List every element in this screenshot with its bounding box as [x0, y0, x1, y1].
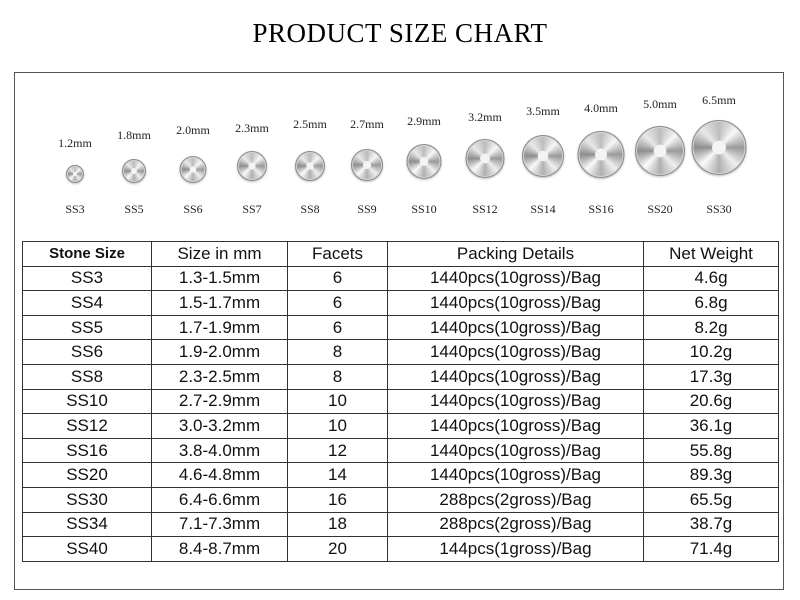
- cell-facets: 8: [288, 364, 388, 389]
- stone-mm-label: 2.9mm: [407, 114, 441, 128]
- header-packing: Packing Details: [388, 242, 644, 267]
- cell-stone-size: SS6: [23, 340, 152, 365]
- cell-stone-size: SS3: [23, 266, 152, 291]
- stone-ss-label: SS14: [530, 202, 556, 216]
- cell-net-weight: 89.3g: [644, 463, 779, 488]
- rhinestone-icon: [66, 165, 84, 183]
- cell-net-weight: 55.8g: [644, 438, 779, 463]
- cell-net-weight: 8.2g: [644, 315, 779, 340]
- stone-ss-label: SS12: [472, 202, 498, 216]
- rhinestone-icon: [522, 135, 564, 177]
- stone-ss-label: SS16: [588, 202, 614, 216]
- cell-facets: 14: [288, 463, 388, 488]
- cell-packing: 288pcs(2gross)/Bag: [388, 487, 644, 512]
- stone-ss-label: SS5: [124, 202, 144, 216]
- table-row: [23, 438, 779, 463]
- stone-ss-label: SS10: [411, 202, 437, 216]
- table-row: [23, 537, 779, 562]
- rhinestone-icon: [122, 159, 146, 183]
- rhinestone-icon: [237, 151, 267, 181]
- stone-ss-label: SS9: [357, 202, 377, 216]
- table-row: [23, 291, 779, 316]
- stone-mm-label: 2.3mm: [235, 121, 269, 135]
- cell-packing: 1440pcs(10gross)/Bag: [388, 414, 644, 439]
- cell-stone-size: SS16: [23, 438, 152, 463]
- cell-net-weight: 4.6g: [644, 266, 779, 291]
- cell-stone-size: SS30: [23, 487, 152, 512]
- cell-packing: 1440pcs(10gross)/Bag: [388, 438, 644, 463]
- cell-packing: 1440pcs(10gross)/Bag: [388, 315, 644, 340]
- table-row: [23, 389, 779, 414]
- table-row: [23, 340, 779, 365]
- cell-size-mm: 3.0-3.2mm: [152, 414, 288, 439]
- cell-stone-size: SS40: [23, 537, 152, 562]
- rhinestone-icon: [466, 139, 505, 178]
- table-row: [23, 414, 779, 439]
- cell-packing: 1440pcs(10gross)/Bag: [388, 364, 644, 389]
- cell-net-weight: 6.8g: [644, 291, 779, 316]
- stone-mm-label: 2.7mm: [350, 117, 384, 131]
- cell-size-mm: 1.5-1.7mm: [152, 291, 288, 316]
- cell-packing: 1440pcs(10gross)/Bag: [388, 389, 644, 414]
- cell-packing: 1440pcs(10gross)/Bag: [388, 463, 644, 488]
- cell-packing: 1440pcs(10gross)/Bag: [388, 291, 644, 316]
- cell-facets: 16: [288, 487, 388, 512]
- cell-size-mm: 1.9-2.0mm: [152, 340, 288, 365]
- cell-size-mm: 8.4-8.7mm: [152, 537, 288, 562]
- cell-facets: 6: [288, 315, 388, 340]
- cell-packing: 1440pcs(10gross)/Bag: [388, 266, 644, 291]
- header-stone-size: Stone Size: [23, 242, 152, 267]
- stone-size-illustration: [0, 0, 800, 230]
- rhinestone-icon: [407, 144, 442, 179]
- cell-stone-size: SS5: [23, 315, 152, 340]
- cell-packing: 1440pcs(10gross)/Bag: [388, 340, 644, 365]
- cell-stone-size: SS34: [23, 512, 152, 537]
- table-row: [23, 487, 779, 512]
- table-row: [23, 364, 779, 389]
- stone-mm-label: 3.2mm: [468, 110, 502, 124]
- stone-ss-label: SS3: [65, 202, 85, 216]
- cell-net-weight: 38.7g: [644, 512, 779, 537]
- table-row: [23, 315, 779, 340]
- stone-mm-label: 1.2mm: [58, 136, 92, 150]
- cell-facets: 10: [288, 414, 388, 439]
- cell-size-mm: 4.6-4.8mm: [152, 463, 288, 488]
- rhinestone-icon: [578, 131, 625, 178]
- cell-stone-size: SS4: [23, 291, 152, 316]
- cell-facets: 6: [288, 291, 388, 316]
- cell-size-mm: 2.3-2.5mm: [152, 364, 288, 389]
- cell-stone-size: SS10: [23, 389, 152, 414]
- stone-ss-label: SS6: [183, 202, 203, 216]
- stone-mm-label: 1.8mm: [117, 128, 151, 142]
- cell-facets: 20: [288, 537, 388, 562]
- cell-size-mm: 3.8-4.0mm: [152, 438, 288, 463]
- table-row: [23, 266, 779, 291]
- rhinestone-icon: [180, 156, 207, 183]
- cell-size-mm: 1.3-1.5mm: [152, 266, 288, 291]
- stone-mm-label: 5.0mm: [643, 97, 677, 111]
- cell-facets: 8: [288, 340, 388, 365]
- stone-ss-label: SS8: [300, 202, 320, 216]
- cell-stone-size: SS12: [23, 414, 152, 439]
- rhinestone-icon: [692, 120, 747, 175]
- header-facets: Facets: [288, 242, 388, 267]
- cell-facets: 10: [288, 389, 388, 414]
- cell-net-weight: 65.5g: [644, 487, 779, 512]
- cell-net-weight: 20.6g: [644, 389, 779, 414]
- cell-net-weight: 36.1g: [644, 414, 779, 439]
- rhinestone-icon: [295, 151, 325, 181]
- stone-mm-label: 4.0mm: [584, 101, 618, 115]
- cell-packing: 288pcs(2gross)/Bag: [388, 512, 644, 537]
- header-size-mm: Size in mm: [152, 242, 288, 267]
- stone-ss-label: SS20: [647, 202, 673, 216]
- table-header-row: [23, 242, 779, 267]
- stone-mm-label: 2.0mm: [176, 123, 210, 137]
- stone-mm-label: 6.5mm: [702, 93, 736, 107]
- table-row: [23, 463, 779, 488]
- stone-mm-label: 3.5mm: [526, 104, 560, 118]
- cell-size-mm: 2.7-2.9mm: [152, 389, 288, 414]
- stone-mm-label: 2.5mm: [293, 117, 327, 131]
- cell-size-mm: 1.7-1.9mm: [152, 315, 288, 340]
- cell-packing: 144pcs(1gross)/Bag: [388, 537, 644, 562]
- rhinestone-icon: [635, 126, 685, 176]
- cell-stone-size: SS20: [23, 463, 152, 488]
- cell-facets: 12: [288, 438, 388, 463]
- cell-facets: 6: [288, 266, 388, 291]
- table-row: [23, 512, 779, 537]
- size-table: [22, 241, 779, 562]
- cell-size-mm: 7.1-7.3mm: [152, 512, 288, 537]
- stone-ss-label: SS7: [242, 202, 262, 216]
- stone-ss-label: SS30: [706, 202, 732, 216]
- rhinestone-icon: [351, 149, 383, 181]
- cell-net-weight: 17.3g: [644, 364, 779, 389]
- cell-stone-size: SS8: [23, 364, 152, 389]
- cell-net-weight: 10.2g: [644, 340, 779, 365]
- cell-size-mm: 6.4-6.6mm: [152, 487, 288, 512]
- header-net-weight: Net Weight: [644, 242, 779, 267]
- page-title: PRODUCT SIZE CHART: [252, 18, 548, 48]
- cell-net-weight: 71.4g: [644, 537, 779, 562]
- cell-facets: 18: [288, 512, 388, 537]
